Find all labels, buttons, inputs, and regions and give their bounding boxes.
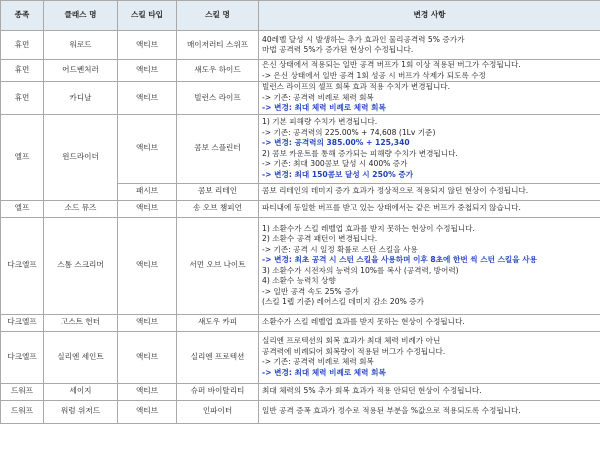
header-changes: 변경 사항: [259, 1, 600, 31]
class-cell: 스톰 스크리머: [44, 217, 118, 314]
skill-name-cell: 섀도우 카피: [177, 314, 259, 331]
skill-type-cell: 액티브: [118, 31, 177, 60]
table-body: [1, 31, 600, 424]
race-cell: 휴먼: [1, 82, 44, 115]
change-line: 소환수가 스킬 레벨업 효과를 받지 못하는 현상이 수정됩니다.: [262, 317, 465, 327]
table-row: [1, 331, 600, 383]
table-row: [1, 60, 600, 82]
skill-name-cell: 콤보 리테인: [177, 183, 259, 200]
change-line: -> 기존: 공격력 비례로 체력 회복: [262, 92, 374, 102]
change-line: 1) 소환수가 스킬 레벨업 효과를 받지 못하는 현상이 수정됩니다.: [262, 223, 475, 233]
race-cell: 휴먼: [1, 60, 44, 82]
race-cell: 다크엘프: [1, 314, 44, 331]
skill-type-cell: 액티브: [118, 331, 177, 383]
table-row: [1, 200, 600, 217]
change-description-cell: [259, 400, 600, 423]
change-description-cell: [259, 217, 600, 314]
change-line: 3) 소환수가 시전자의 능력의 10%를 복사 (공격력, 방어력): [262, 265, 459, 275]
change-line: -> 기존: 최대 300콤보 달성 시 400% 증가: [262, 159, 408, 168]
table-row: [1, 31, 600, 60]
race-cell: 엘프: [1, 200, 44, 217]
table-row: [1, 400, 600, 423]
skill-name-cell: 매이저러티 스위프: [177, 31, 259, 60]
change-description-cell: [259, 314, 600, 331]
class-cell: 워럼 위저드: [44, 400, 118, 423]
table-row: [1, 383, 600, 400]
change-line: (스킬 1렙 기준) 레어스킬 데미지 감소 20% 증가: [262, 297, 424, 306]
skill-name-cell: 슈퍼 바이탈리티: [177, 383, 259, 400]
table-row: [1, 82, 600, 115]
change-line: 은신 상태에서 적용되는 일반 공격 버프가 1회 이상 적용된 버그가 수정됩니다.: [262, 60, 521, 69]
skill-type-cell: 액티브: [118, 82, 177, 115]
skill-type-cell: 액티브: [118, 217, 177, 314]
change-line: 실리엔 프로텍션의 회복 효과가 최대 체력 비례가 아닌: [262, 336, 441, 345]
change-description-cell: [259, 31, 600, 60]
change-line: -> 기존: 공격 시 일정 확률로 스턴 스킬을 사용: [262, 244, 418, 254]
skill-name-cell: 인파이터: [177, 400, 259, 423]
change-line: -> 변경: 최대 체력 비례로 체력 회복: [262, 367, 386, 377]
change-line: -> 변경: 최대 150콤보 달성 시 250% 증가: [262, 169, 414, 179]
change-line: 일반 공격 증폭 효과가 정수로 적용된 부분을 %값으로 적용되도록 수정됩니다.: [262, 406, 521, 416]
class-cell: 윈드라이더: [44, 114, 118, 200]
skill-type-cell: 액티브: [118, 200, 177, 217]
change-line: -> 은신 상태에서 일반 공격 1회 성공 시 버프가 삭제가 되도록 수정: [262, 70, 486, 80]
change-line: -> 일반 공격 속도 25% 증가: [262, 286, 359, 296]
race-cell: 다크엘프: [1, 331, 44, 383]
header-skill-name: 스킬 명: [177, 1, 259, 31]
change-description-cell: [259, 114, 600, 183]
change-description-cell: [259, 383, 600, 400]
race-cell: 다크엘프: [1, 217, 44, 314]
race-cell: 드워프: [1, 383, 44, 400]
header-row: [1, 1, 600, 31]
skill-type-cell: 패시브: [118, 183, 177, 200]
skill-name-cell: 실리엔 프로텍션: [177, 331, 259, 383]
table-row: [1, 114, 600, 183]
change-line: 4) 소환수 능력치 상향: [262, 276, 336, 285]
change-line: -> 변경: 최대 체력 비례로 체력 회복: [262, 103, 386, 112]
change-line: 파티내에 동일한 버프를 받고 있는 상태에서는 같은 버프가 중첩되지 않습니다.: [262, 203, 521, 213]
race-cell: 드워프: [1, 400, 44, 423]
class-cell: 고스트 헌터: [44, 314, 118, 331]
skill-type-cell: 액티브: [118, 383, 177, 400]
skill-name-cell: 섀도우 하이드: [177, 60, 259, 82]
class-cell: 실리엔 세인트: [44, 331, 118, 383]
skill-name-cell: 송 오브 챔피언: [177, 200, 259, 217]
change-line: 마법 공격력 5%가 증가된 현상이 수정됩니다.: [262, 45, 414, 54]
change-description-cell: [259, 200, 600, 217]
change-description-cell: [259, 183, 600, 200]
change-line: 최대 체력의 5% 추가 회복 효과가 적용 안되던 현상이 수정됩니다.: [262, 386, 482, 396]
change-line: 40레벨 달성 시 발생하는 추가 효과인 물리공격력 5% 증가가: [262, 34, 465, 44]
change-line: 공격력에 비례되어 회복량이 적용된 버그가 수정됩니다.: [262, 346, 446, 356]
change-line: -> 기존: 공격력의 225.00% + 74,608 (1Lv 기준): [262, 127, 436, 137]
skill-name-cell: 서먼 오브 나이트: [177, 217, 259, 314]
header-skill-type: 스킬 타입: [118, 1, 177, 31]
change-line: -> 기존: 공격력 비례로 체력 회복: [262, 357, 374, 366]
skill-name-cell: 빌런스 라이프: [177, 82, 259, 115]
header-class-name: 클래스 명: [44, 1, 118, 31]
class-cell: 워로드: [44, 31, 118, 60]
table-row: [1, 314, 600, 331]
change-line: 빌런스 라이프의 셀프 회복 효과 적용 수치가 변경됩니다.: [262, 82, 451, 91]
header-race: 종족: [1, 1, 44, 31]
change-description-cell: [259, 82, 600, 115]
race-cell: 엘프: [1, 114, 44, 200]
skill-name-cell: 콤보 스플린터: [177, 114, 259, 183]
skill-type-cell: 액티브: [118, 314, 177, 331]
class-cell: 세이지: [44, 383, 118, 400]
skill-type-cell: 액티브: [118, 114, 177, 183]
table-row: [1, 217, 600, 314]
race-cell: 휴먼: [1, 31, 44, 60]
skill-type-cell: 액티브: [118, 60, 177, 82]
change-line: 1) 기본 피해량 수치가 변경됩니다.: [262, 117, 378, 126]
skill-type-cell: 액티브: [118, 400, 177, 423]
change-line: -> 변경: 최초 공격 시 스턴 스킬을 사용하며 이후 8초에 한번 씩 스턴 스킬을 사용: [262, 255, 537, 264]
change-line: 2) 콤보 카운트를 통해 증가되는 피해량 수치가 변경됩니다.: [262, 148, 458, 158]
class-cell: 카디날: [44, 82, 118, 115]
change-line: 콤보 리테인의 데미지 증가 효과가 정상적으로 적용되지 않던 현상이 수정됩니다.: [262, 186, 529, 196]
change-line: 2) 소환수 공격 패턴이 변경됩니다.: [262, 234, 378, 243]
class-cell: 소드 뮤즈: [44, 200, 118, 217]
change-description-cell: [259, 60, 600, 82]
class-cell: 어드벤처러: [44, 60, 118, 82]
change-description-cell: [259, 331, 600, 383]
change-line: -> 변경: 공격력의 385.00% + 125,340: [262, 138, 410, 147]
